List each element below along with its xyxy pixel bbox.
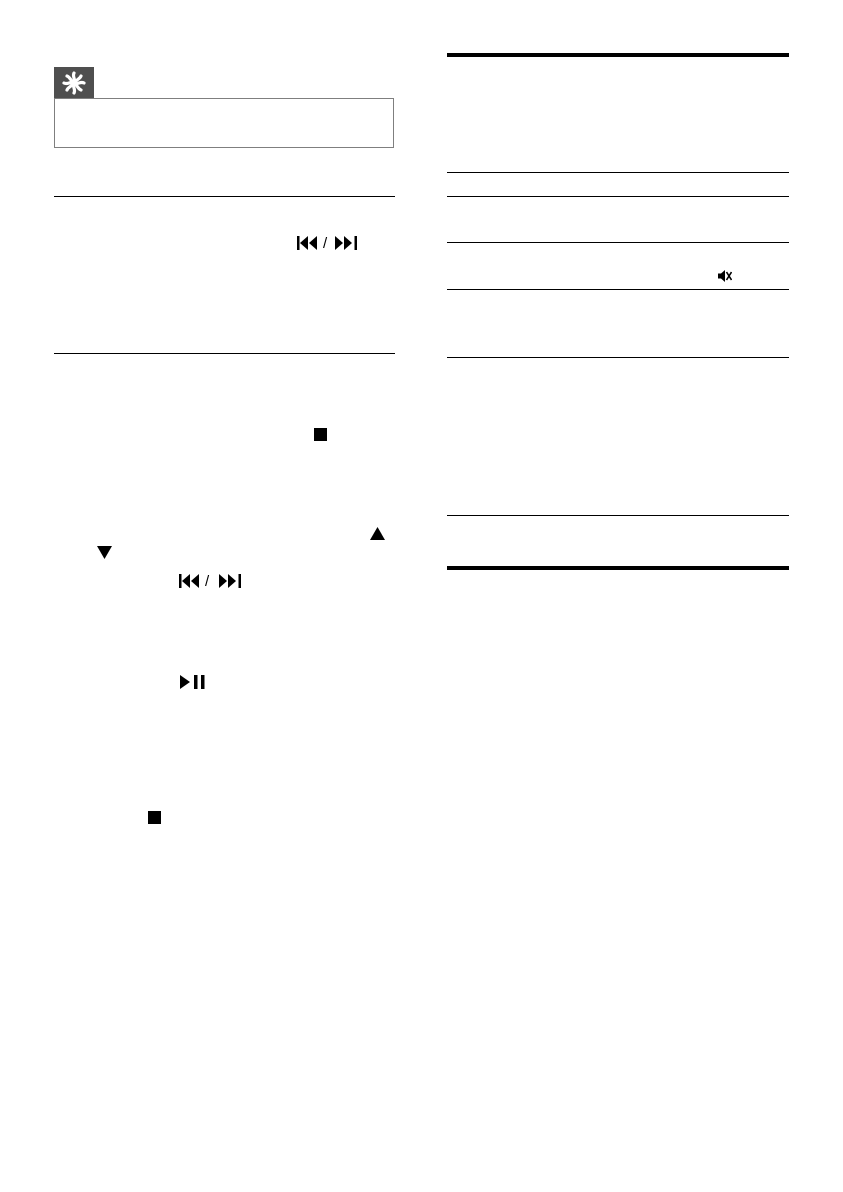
tip-tag (54, 67, 94, 98)
asterisk-tip-icon (61, 70, 87, 96)
table-row-rule (447, 515, 789, 516)
table-row-rule (447, 357, 789, 358)
table-row-rule (447, 172, 789, 173)
next-icon (219, 574, 241, 588)
down-arrow-icon (97, 546, 112, 559)
previous-icon (179, 574, 201, 588)
table-top-rule (447, 53, 789, 57)
stop-icon (314, 428, 327, 441)
tip-box (54, 98, 394, 148)
table-row-rule (447, 242, 789, 243)
previous-icon (297, 236, 319, 250)
table-row-rule (447, 289, 789, 290)
mute-speaker-icon (718, 270, 732, 282)
table-bottom-rule (447, 566, 789, 570)
next-icon (335, 236, 357, 250)
stop-icon (148, 811, 161, 824)
up-arrow-icon (370, 527, 385, 540)
track-separator: / (205, 573, 210, 590)
play-pause-icon (180, 675, 206, 689)
table-row-rule (447, 196, 789, 197)
skip-separator: / (323, 235, 328, 252)
section-rule (54, 196, 395, 197)
section-rule (54, 353, 395, 354)
